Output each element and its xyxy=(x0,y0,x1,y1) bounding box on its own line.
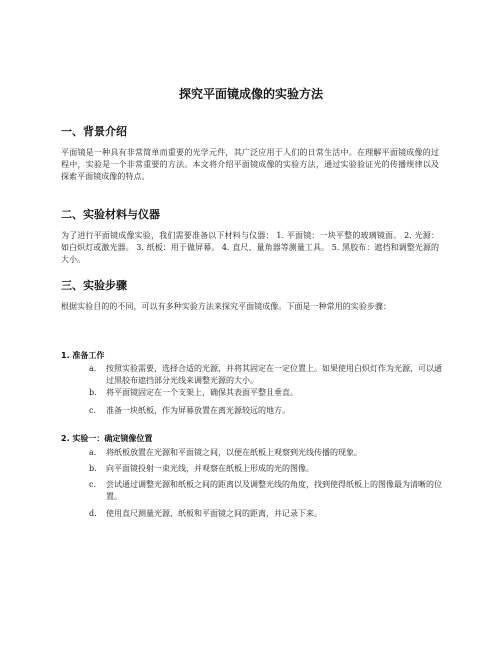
list-marker: d. xyxy=(89,509,97,518)
document-title: 探究平面镜成像的实验方法 xyxy=(178,87,323,101)
list-marker: b. xyxy=(89,464,97,473)
list-item xyxy=(61,508,441,520)
list-item-text: 尝试通过调整光源和纸板之间的距离以及调整光线的角度，找到使得纸板上的图像最为清晰的位置。 xyxy=(106,480,442,501)
list-item xyxy=(61,363,441,387)
list-item-text: 按照实验需要，选择合适的光源，并将其固定在一定位置上。如果使用白炽灯作为光源，可以通过黑胶布遮挡部分光线来调整光源的大小。 xyxy=(106,364,442,385)
list-item-text: 将纸板放置在光源和平面镜之间，以便在纸板上观察到光线传播的现象。 xyxy=(106,448,362,457)
list-item-text: 将平面镜固定在一个支架上，确保其表面平整且垂直。 xyxy=(106,388,298,397)
list-item xyxy=(61,447,441,459)
list-marker: a. xyxy=(89,448,97,457)
list-item xyxy=(61,405,441,417)
list-marker: a. xyxy=(89,364,97,373)
list-item xyxy=(61,463,441,475)
list-marker: c. xyxy=(89,480,97,489)
section-paragraph-steps: 根据实验目的的不同，可以有多种实验方法来探究平面镜成像。下面是一种常用的实验步骤： xyxy=(61,302,392,311)
section-heading-materials: 二、实验材料与仪器 xyxy=(61,208,160,221)
section-paragraph-materials: 为了进行平面镜成像实验，我们需要准备以下材料与仪器： 1. 平面镜：一块平整的玻璃镜面。 2. 光源：如白炽灯或激光器。 3. 纸板：用于做屏幕。 4. 直尺、量角器等测量工具。 5. 黑胶布：遮挡和调整光源的大小。 xyxy=(61,231,439,264)
section-paragraph-background: 平面镜是一种具有非常简单而重要的光学元件，其广泛应用于人们的日常生活中。在理解平面镜成像的过程中，实验是一个非常重要的方法。本文将介绍平面镜成像的实验方法，通过实验验证光的传播规律以及探索平面镜成像的特点。 xyxy=(61,148,439,181)
list-item xyxy=(61,479,441,503)
list-item-text: 准备一块纸板，作为屏幕放置在离光源较远的地方。 xyxy=(106,406,290,415)
step-heading-experiment-one: 2. 实验一：确定镜像位置 xyxy=(61,434,153,443)
section-heading-steps: 三、实验步骤 xyxy=(61,279,127,292)
step-heading-preparation: 1. 准备工作 xyxy=(61,351,105,360)
list-marker: c. xyxy=(89,406,97,415)
section-heading-background: 一、背景介绍 xyxy=(61,125,127,138)
list-item-text: 向平面镜投射一束光线，并观察在纸板上形成的光的图像。 xyxy=(106,464,314,473)
list-marker: b. xyxy=(89,388,97,397)
list-item-text: 使用直尺测量光源、纸板和平面镜之间的距离，并记录下来。 xyxy=(106,509,322,518)
list-item xyxy=(61,387,441,399)
